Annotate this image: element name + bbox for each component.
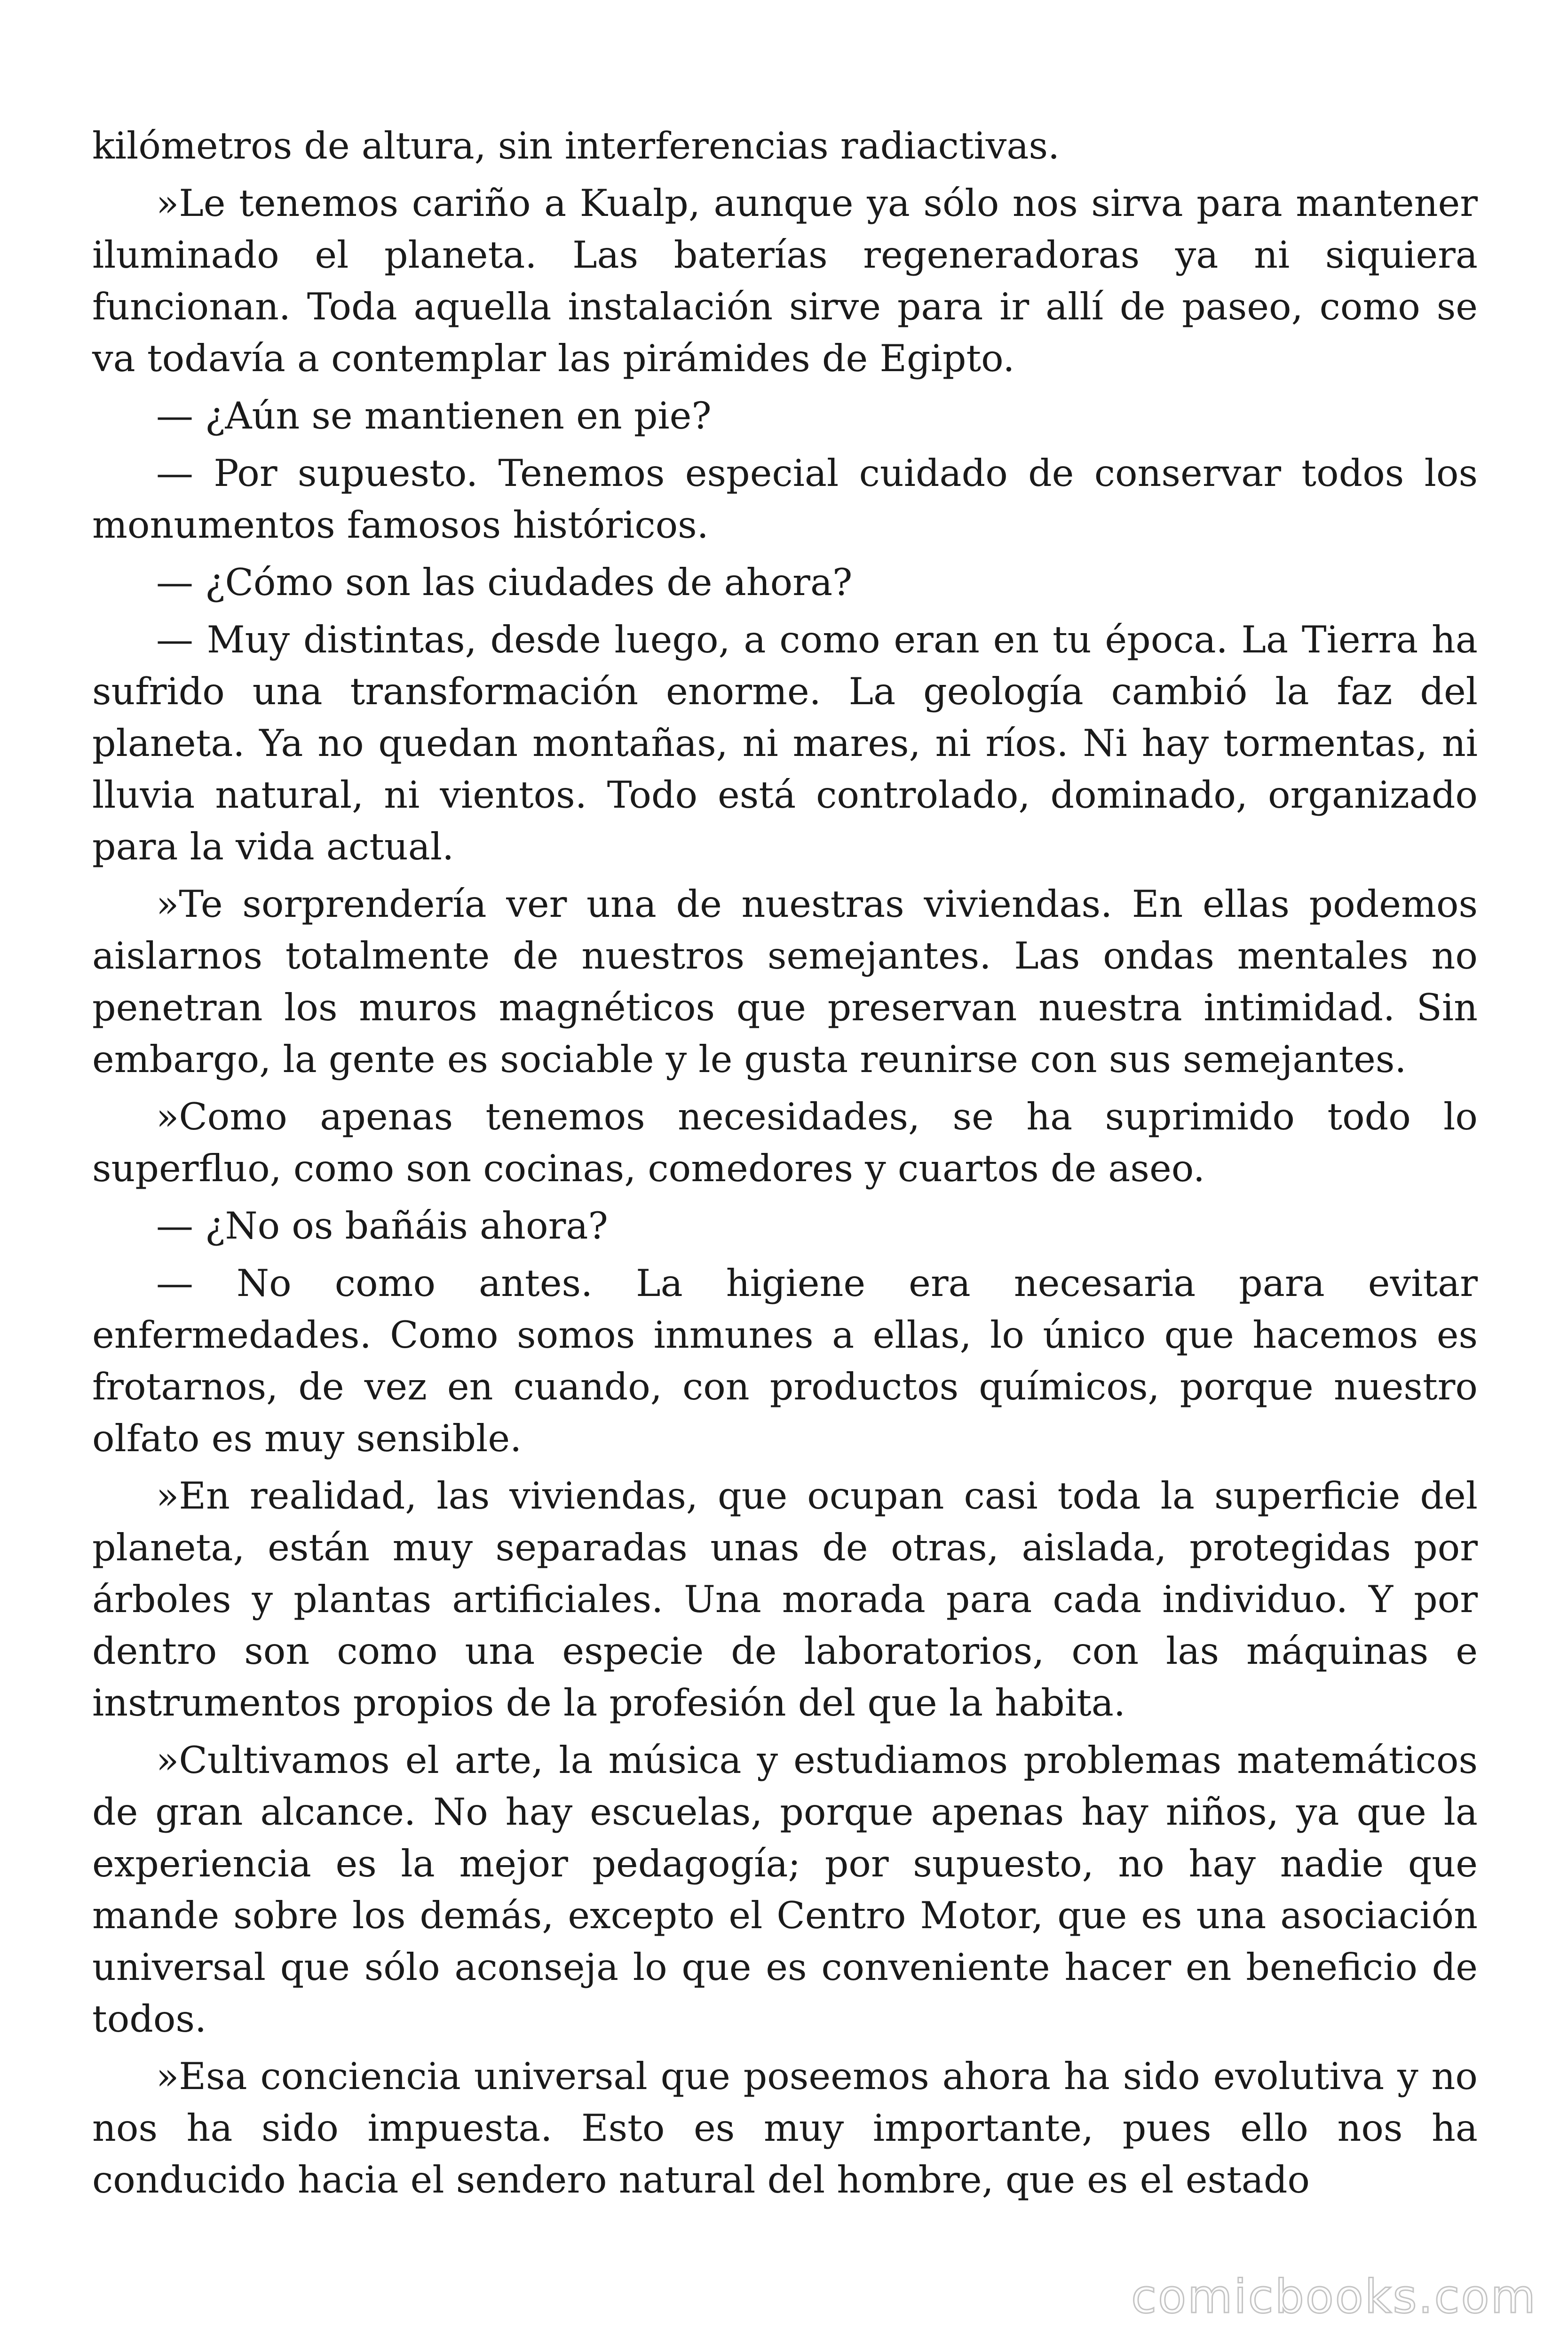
paragraph-7: »Te sorprendería ver una de nuestras viviendas. En ellas podemos aislarnos totalmente de nuestros semejantes. Las ondas mentales no penetran los muros magnéticos que preservan nuestra intimidad. Sin embargo, la gente es sociable y le gusta reunirse con sus semejantes. bbox=[92, 882, 1478, 1081]
paragraph-4: — Por supuesto. Tenemos especial cuidado de conservar todos los monumentos famosos históricos. bbox=[92, 452, 1478, 547]
paragraph-10: — No como antes. La higiene era necesaria para evitar enfermedades. Como somos inmunes a ellas, lo único que hacemos es frotarnos, de vez en cuando, con productos químicos, porque nuestro olfato es muy sensible. bbox=[92, 1262, 1478, 1460]
paragraph-5: — ¿Cómo son las ciudades de ahora? bbox=[156, 561, 853, 604]
paragraph-13: »Esa conciencia universal que poseemos ahora ha sido evolutiva y no nos ha sido impuesta. Esto es muy importante, pues ello nos ha conducido hacia el sendero natural del hombre, que es el estado bbox=[92, 2055, 1478, 2201]
watermark: comicbooks.com bbox=[1131, 2270, 1537, 2324]
paragraph-3: — ¿Aún se mantienen en pie? bbox=[156, 394, 712, 437]
paragraph-11: »En realidad, las viviendas, que ocupan casi toda la superficie del planeta, están muy separadas unas de otras, aislada, protegidas por árboles y plantas artificiales. Una morada para cada individuo. Y por dentro son como una especie de laboratorios, con las máquinas e instrumentos propios de la profesión del que la habita. bbox=[92, 1474, 1478, 1724]
paragraph-1: kilómetros de altura, sin interferencias radiactivas. bbox=[92, 124, 1060, 167]
paragraph-2: »Le tenemos cariño a Kualp, aunque ya sólo nos sirva para mantener iluminado el planeta. Las baterías regeneradoras ya ni siquiera funcionan. Toda aquella instalación sirve para ir allí de paseo, como se va todavía a contemplar las pirámides de Egipto. bbox=[92, 182, 1478, 380]
paragraph-6: — Muy distintas, desde luego, a como eran en tu época. La Tierra ha sufrido una transformación enorme. La geología cambió la faz del planeta. Ya no quedan montañas, ni mares, ni ríos. Ni hay tormentas, ni lluvia natural, ni vientos. Todo está controlado, dominado, organizado para la vida actual. bbox=[92, 618, 1478, 868]
paragraph-8: »Como apenas tenemos necesidades, se ha suprimido todo lo superfluo, como son cocinas, comedores y cuartos de aseo. bbox=[92, 1095, 1478, 1190]
paragraph-9: — ¿No os bañáis ahora? bbox=[156, 1204, 608, 1248]
paragraph-12: »Cultivamos el arte, la música y estudiamos problemas matemáticos de gran alcance. No hay escuelas, porque apenas hay niños, ya que la experiencia es la mejor pedagogía; por supuesto, no hay nadie que mande sobre los demás, excepto el Centro Motor, que es una asociación universal que sólo aconseja lo que es conveniente hacer en beneficio de todos. bbox=[92, 1739, 1478, 2041]
page-body bbox=[92, 120, 1478, 2211]
